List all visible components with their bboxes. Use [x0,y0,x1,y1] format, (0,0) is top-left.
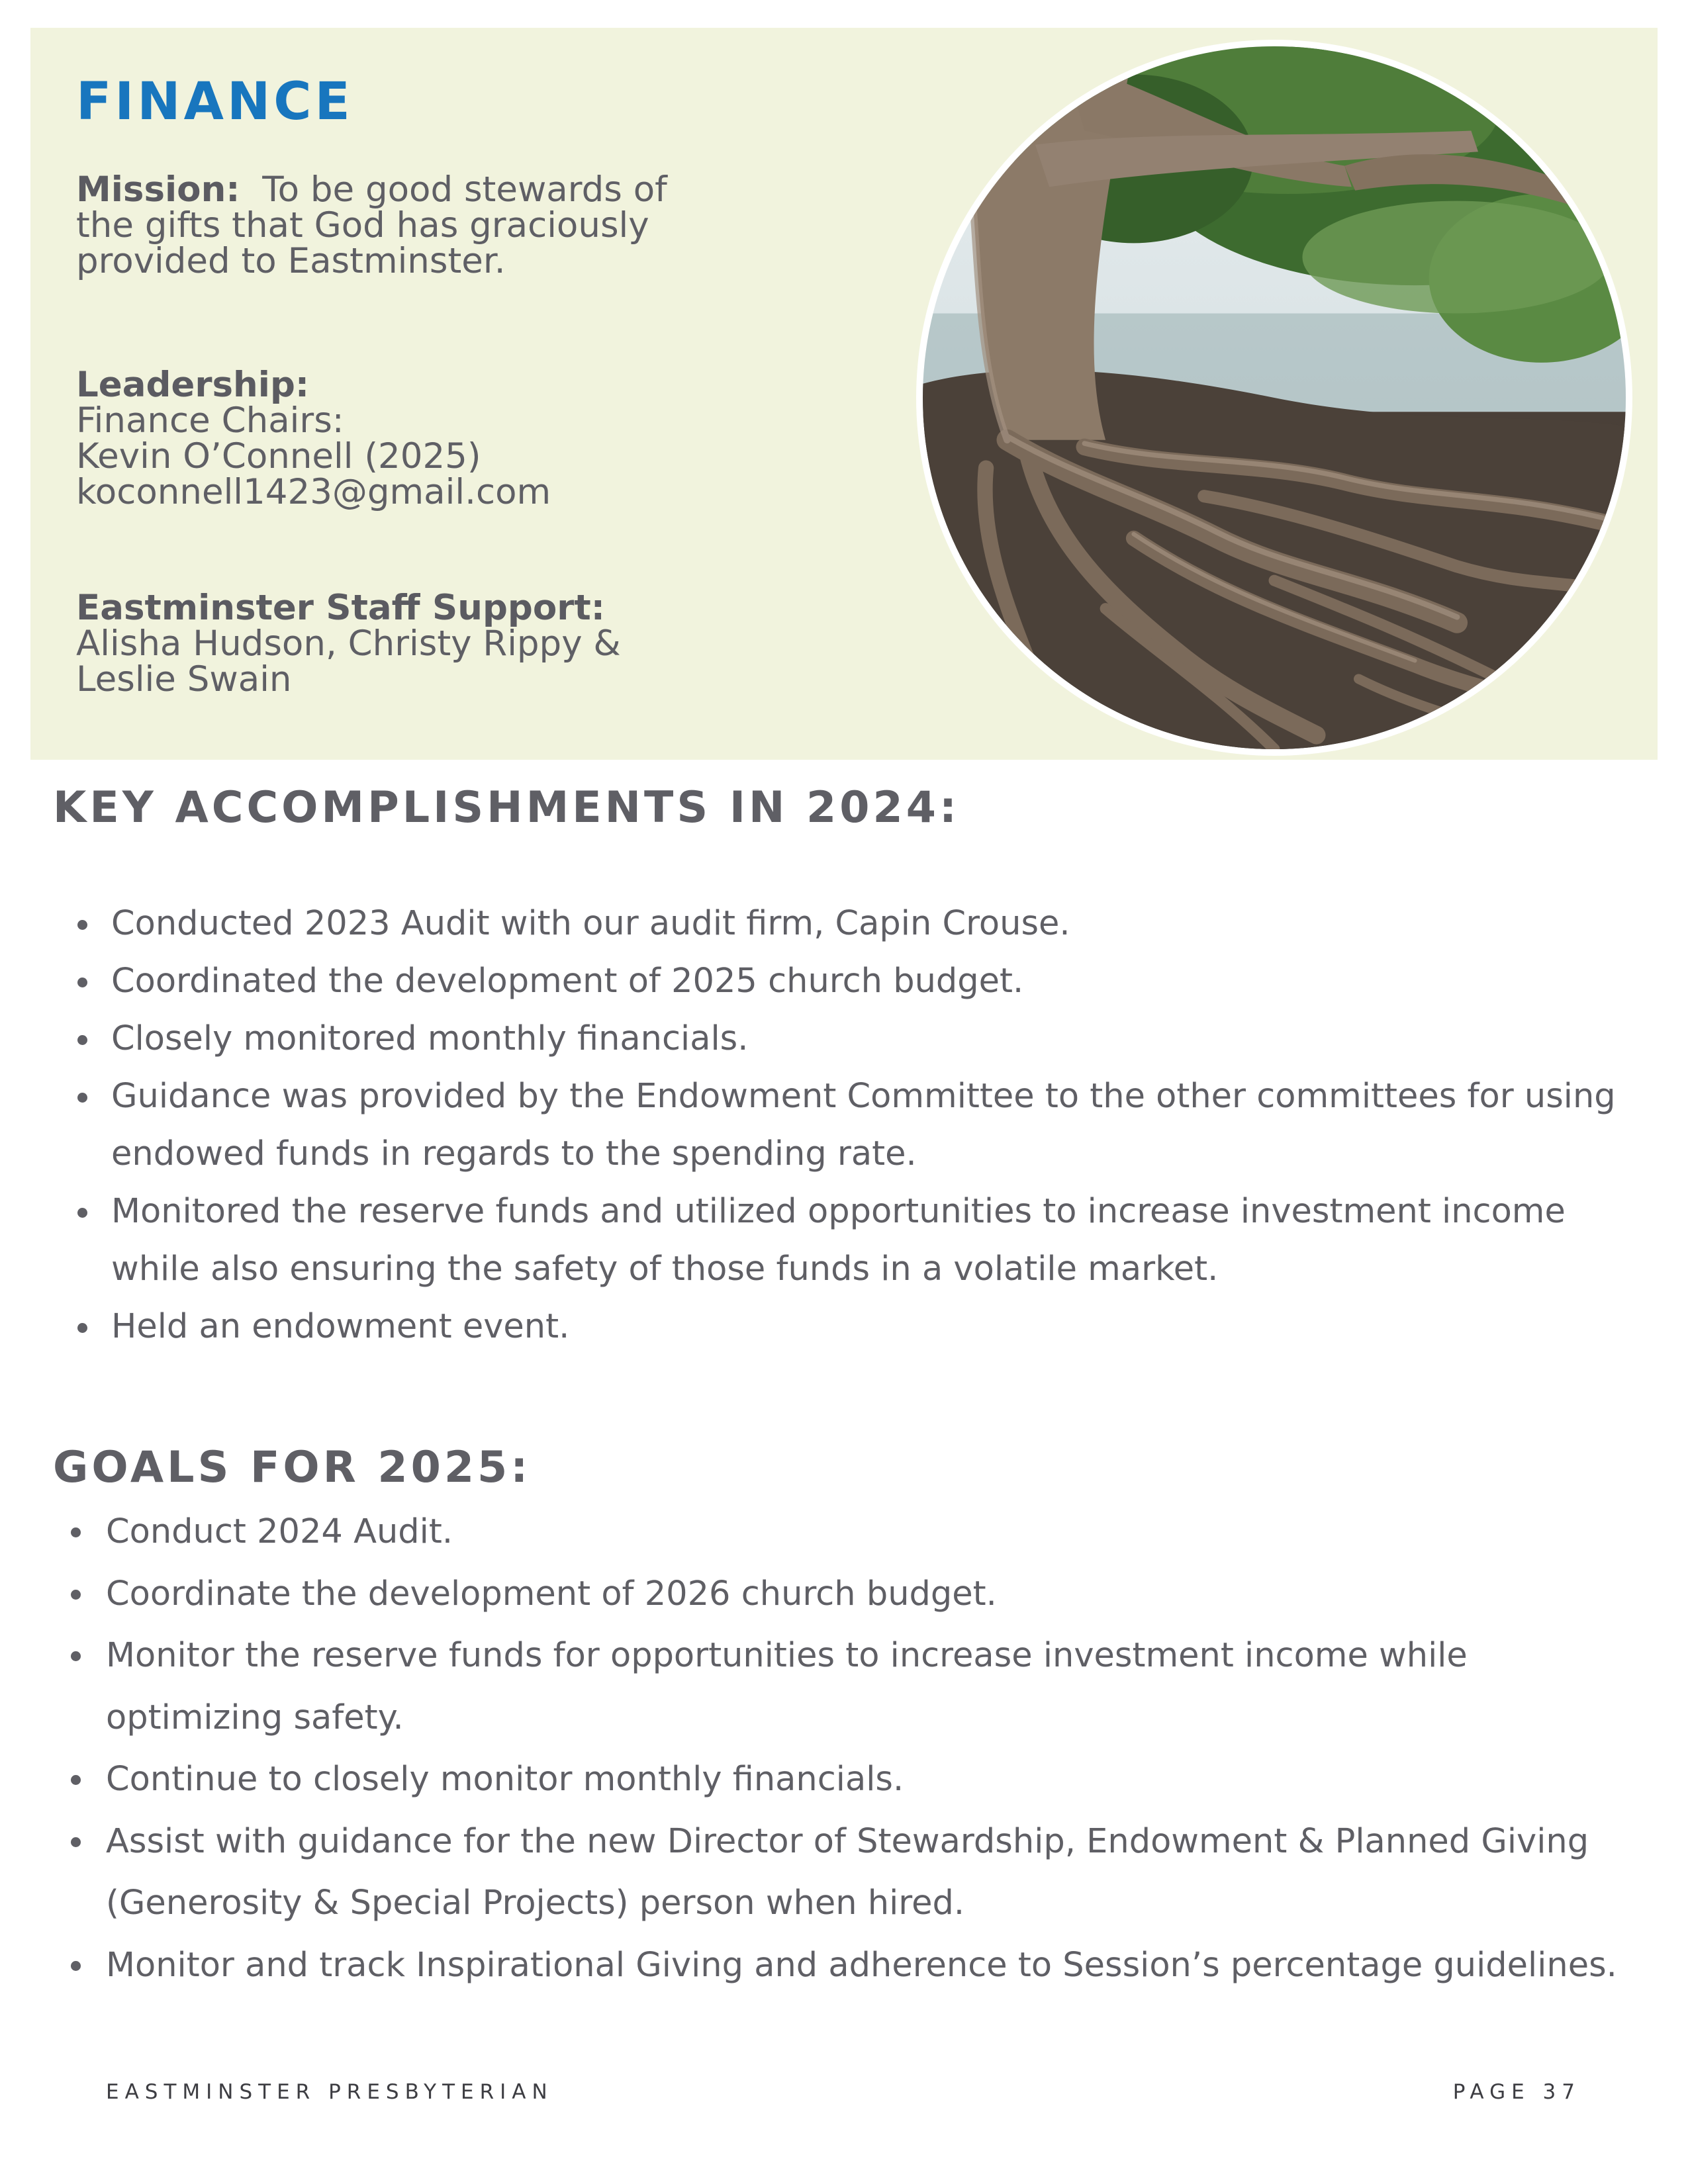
list-item: Monitored the reserve funds and utilized opportunities to increase investment income while also ensuring the safety of those funds in a volatile market. [111,1183,1634,1298]
mission-text: To be good stewards of the gifts that God has graciously provided to Eastminster. [76,169,667,281]
list-item: Held an endowment event. [111,1298,1634,1355]
goals-heading: GOALS FOR 2025: [53,1443,532,1492]
list-item: Conduct 2024 Audit. [106,1501,1628,1563]
leadership-email: koconnell1423@gmail.com [76,472,551,512]
banyan-tree-roots-photo [923,46,1626,749]
list-item: Coordinate the development of 2026 church budget. [106,1563,1628,1625]
leadership-name: Kevin O’Connell (2025) [76,436,481,477]
staff-label: Eastminster Staff Support: [76,588,605,628]
page-number: PAGE 37 [1452,2080,1581,2104]
list-item: Coordinated the development of 2025 church budget. [111,952,1634,1010]
goals-list [106,1501,1628,1996]
staff-support-block [76,590,712,698]
staff-names: Alisha Hudson, Christy Rippy & Leslie Swain [76,623,621,700]
leadership-role: Finance Chairs: [76,400,344,441]
leadership-label: Leadership: [76,365,310,405]
leadership-block [76,367,712,510]
list-item: Monitor and track Inspirational Giving and adherence to Session’s percentage guidelines. [106,1934,1628,1997]
page-title: FINANCE [76,72,353,132]
list-item: Conducted 2023 Audit with our audit firm, Capin Crouse. [111,895,1634,952]
list-item: Closely monitored monthly financials. [111,1010,1634,1068]
mission-label: Mission: [76,169,240,210]
list-item: Continue to closely monitor monthly financials. [106,1749,1628,1811]
key-accomplishments-heading: KEY ACCOMPLISHMENTS IN 2024: [53,783,960,833]
mission-block [76,169,712,281]
list-item: Assist with guidance for the new Director of Stewardship, Endowment & Planned Giving (Generosity & Special Projects) person when hired. [106,1811,1628,1934]
list-item: Guidance was provided by the Endowment Committee to the other committees for using endowed funds in regards to the spending rate. [111,1068,1634,1183]
accomplishments-list [111,895,1634,1355]
list-item: Monitor the reserve funds for opportunities to increase investment income while optimizing safety. [106,1625,1628,1749]
footer-organization: EASTMINSTER PRESBYTERIAN [106,2080,553,2104]
